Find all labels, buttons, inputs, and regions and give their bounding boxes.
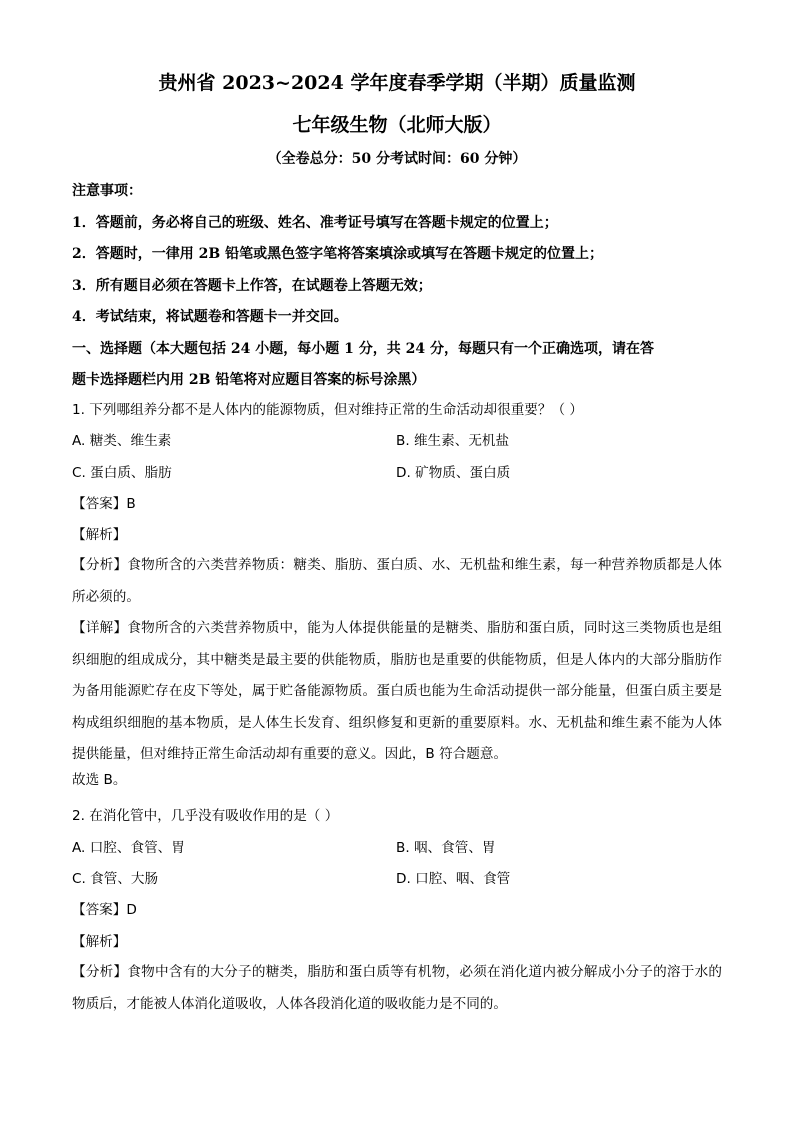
option-d: D. 矿物质、蛋白质 [396,465,511,481]
question-stem: 2. 在消化管中，几乎没有吸收作用的是（ ） [72,808,339,824]
option-c: C. 蛋白质、脂肪 [72,465,172,481]
answer-label: 【答案】D [72,902,137,918]
section-heading-continued: 题卡选择题栏内用 2B 铅笔将对应题目答案的标号涂黑） [72,372,426,388]
conclusion-text: 故选 B。 [72,772,127,788]
option-b: B. 维生素、无机盐 [396,433,510,449]
section-heading: 一、选择题（本大题包括 24 小题，每小题 1 分，共 24 分，每题只有一个正确选项，请在答 [72,341,654,357]
notice-item: 1．答题前，务必将自己的班级、姓名、准考证号填写在答题卡规定的位置上； [72,215,558,231]
exam-title: 贵州省 2023~2024 学年度春季学期（半期）质量监测 [158,72,636,94]
question-stem: 1. 下列哪组养分都不是人体内的能源物质，但对维持正常的生命活动却很重要？（ ） [72,402,583,418]
option-b: B. 咽、食管、胃 [396,840,496,856]
answer-label: 【答案】B [72,496,136,512]
analysis-label: 【解析】 [72,527,127,543]
detail-text: 【详解】食物所含的六类营养物质中，能为人体提供能量的是糖类、脂肪和蛋白质，同时这三类物质也是组织细胞的组成成分，其中糖类是最主要的供能物质，脂肪也是重要的供能物质，但是人体内的大部分脂肪作为备用能源贮存在皮下等处，属于贮备能源物质。蛋白质也能为生命活动提供一部分能量，但蛋白质主要是构成组织细胞的基本物质，是人体生长发育、组织修复和更新的重要原料。水、无机盐和维生素不能为人体提供能量，但对维持正常生命活动却有重要的意义。因此，B 符合题意。 [72,620,722,762]
option-c: C. 食管、大肠 [72,871,159,887]
notice-heading: 注意事项： [72,183,142,199]
analysis-text: 【分析】食物所含的六类营养物质：糖类、脂肪、蛋白质、水、无机盐和维生素，每一种营养物质都是人体所必须的。 [72,557,722,605]
notice-item: 4．考试结束，将试题卷和答题卡一并交回。 [72,309,348,325]
exam-info: （全卷总分：50 分考试时间：60 分钟） [267,151,527,167]
option-d: D. 口腔、咽、食管 [396,871,511,887]
analysis-label: 【解析】 [72,934,127,950]
exam-subject-title: 七年级生物（北师大版） [292,114,502,136]
analysis-text: 【分析】食物中含有的大分子的糖类，脂肪和蛋白质等有机物，必须在消化道内被分解成小分子的溶于水的物质后，才能被人体消化道吸收，人体各段消化道的吸收能力是不同的。 [72,964,722,1012]
option-a: A. 口腔、食管、胃 [72,840,185,856]
notice-item: 2．答题时，一律用 2B 铅笔或黑色签字笔将答案填涂或填写在答题卡规定的位置上； [72,246,604,262]
option-a: A. 糖类、维生素 [72,433,172,449]
notice-item: 3．所有题目必须在答题卡上作答，在试题卷上答题无效； [72,278,432,294]
